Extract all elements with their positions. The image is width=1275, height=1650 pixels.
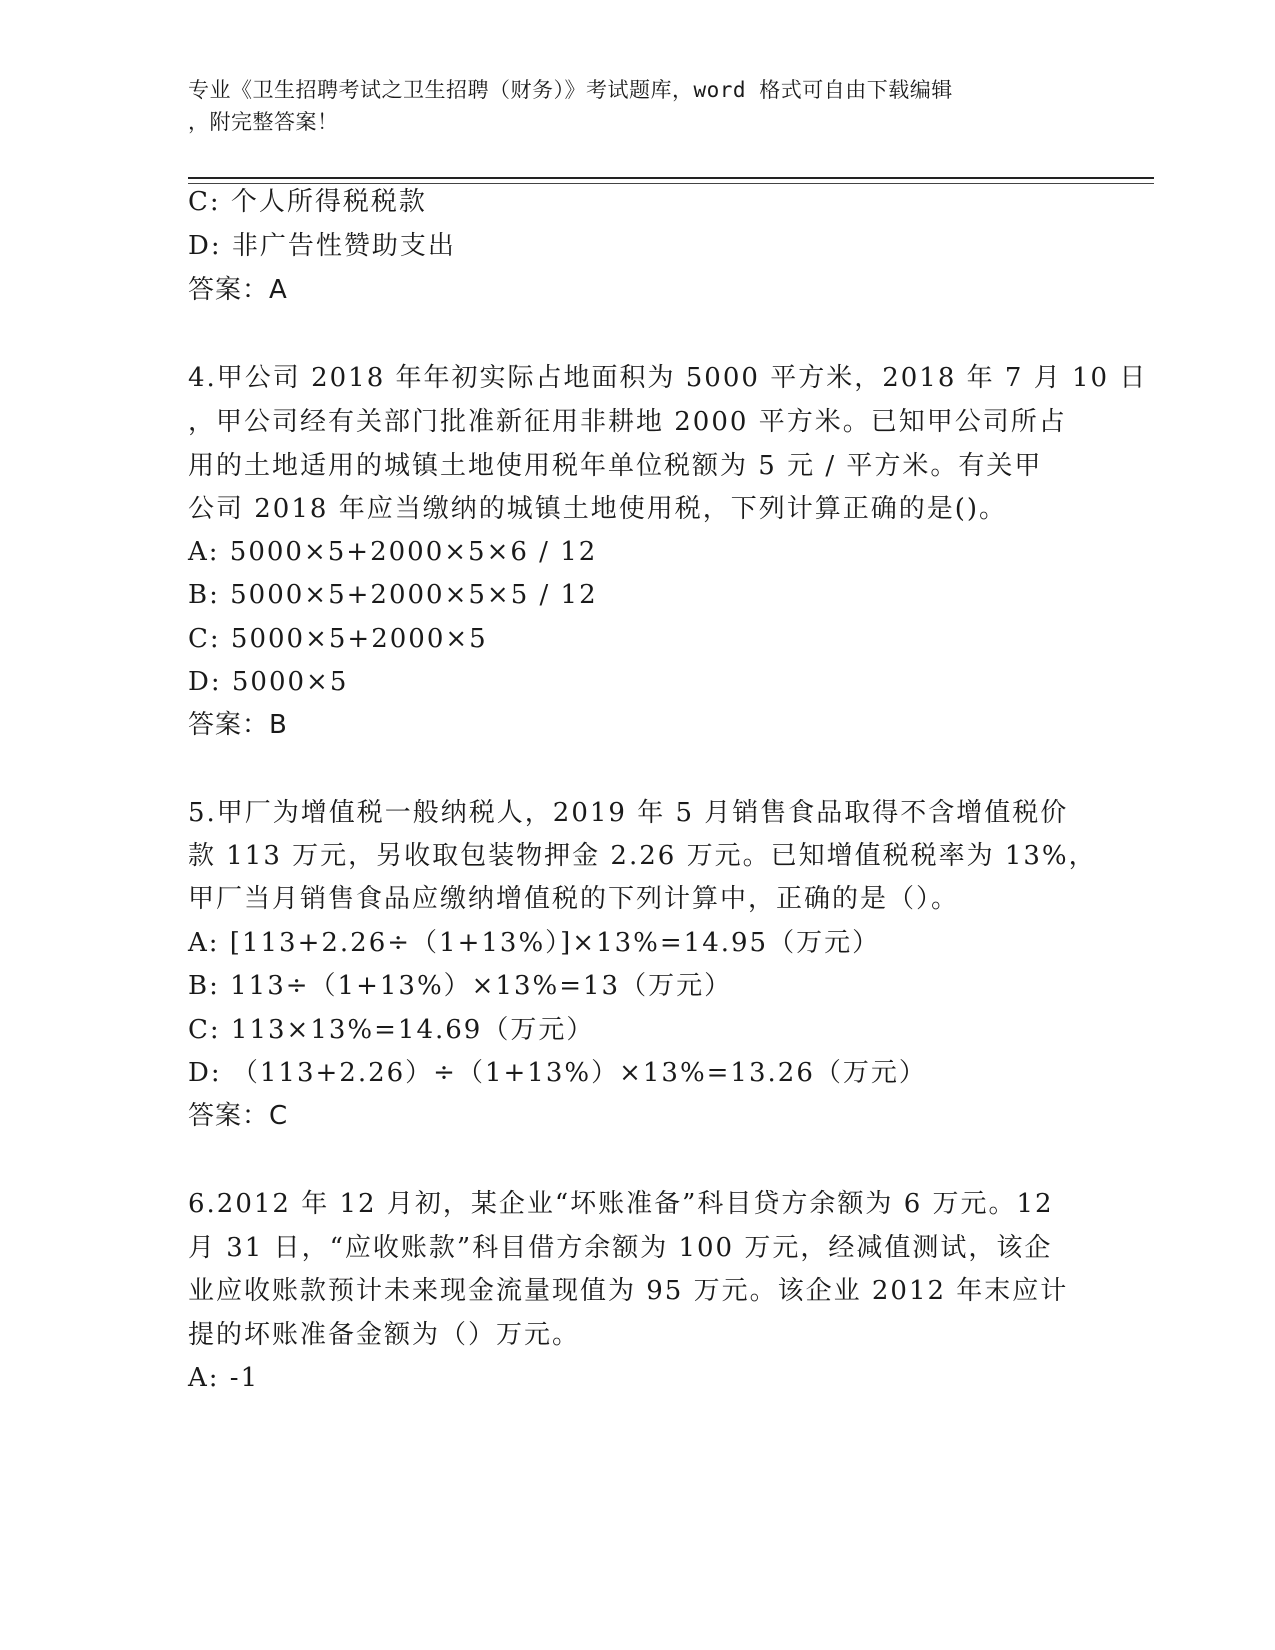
header-title-line-2: ，附完整答案！: [188, 110, 339, 134]
q5-option-c: C: 113×13%=14.69（万元）: [188, 1015, 595, 1045]
header-title-line-1: 专业《卫生招聘考试之卫生招聘（财务）》考试题库，word 格式可自由下载编辑: [188, 78, 953, 102]
q6-option-a: A: -1: [188, 1363, 260, 1393]
q3-answer: 答案：A: [188, 275, 288, 305]
header-divider-thick: [188, 177, 1154, 179]
q5-stem-line-2: 款 113 万元，另收取包装物押金 2.26 万元。已知增值税税率为 13%，: [188, 841, 1097, 871]
q3-option-d: D: 非广告性赞助支出: [188, 231, 456, 261]
q6-stem-line-3: 业应收账款预计未来现金流量现值为 95 万元。该企业 2012 年末应计: [188, 1276, 1069, 1306]
q5-stem-line-3: 甲厂当月销售食品应缴纳增值税的下列计算中，正确的是（）。: [188, 884, 960, 914]
q4-option-c: C: 5000×5+2000×5: [188, 624, 488, 654]
q4-stem-line-1: 4.甲公司 2018 年年初实际占地面积为 5000 平方米，2018 年 7 月 10 日: [188, 363, 1148, 393]
q6-stem-line-1: 6.2012 年 12 月初，某企业“坏账准备”科目贷方余额为 6 万元。12: [188, 1189, 1054, 1219]
q5-option-a: A: [113+2.26÷（1+13%）]×13%=14.95（万元）: [188, 928, 881, 958]
q5-stem-line-1: 5.甲厂为增值税一般纳税人，2019 年 5 月销售食品取得不含增值税价: [188, 798, 1069, 828]
q4-answer: 答案：B: [188, 710, 288, 740]
q6-stem-line-4: 提的坏账准备金额为（）万元。: [188, 1320, 581, 1350]
q4-stem-line-2: ，甲公司经有关部门批准新征用非耕地 2000 平方米。已知甲公司所占: [188, 407, 1067, 437]
document-header: [188, 74, 1078, 138]
q6-stem-line-2: 月 31 日，“应收账款”科目借方余额为 100 万元，经减值测试，该企: [188, 1233, 1053, 1263]
q4-stem-line-4: 公司 2018 年应当缴纳的城镇土地使用税，下列计算正确的是()。: [188, 494, 1007, 524]
q3-option-c: C: 个人所得税税款: [188, 187, 427, 217]
q4-stem-line-3: 用的土地适用的城镇土地使用税年单位税额为 5 元 / 平方米。有关甲: [188, 451, 1043, 481]
q4-option-d: D: 5000×5: [188, 667, 349, 697]
q4-option-b: B: 5000×5+2000×5×5 / 12: [188, 580, 598, 610]
q5-answer: 答案：C: [188, 1101, 289, 1131]
q5-option-b: B: 113÷（1+13%）×13%=13（万元）: [188, 971, 733, 1001]
q5-option-d: D: （113+2.26）÷（1+13%）×13%=13.26（万元）: [188, 1058, 927, 1088]
q4-option-a: A: 5000×5+2000×5×6 / 12: [188, 537, 598, 567]
